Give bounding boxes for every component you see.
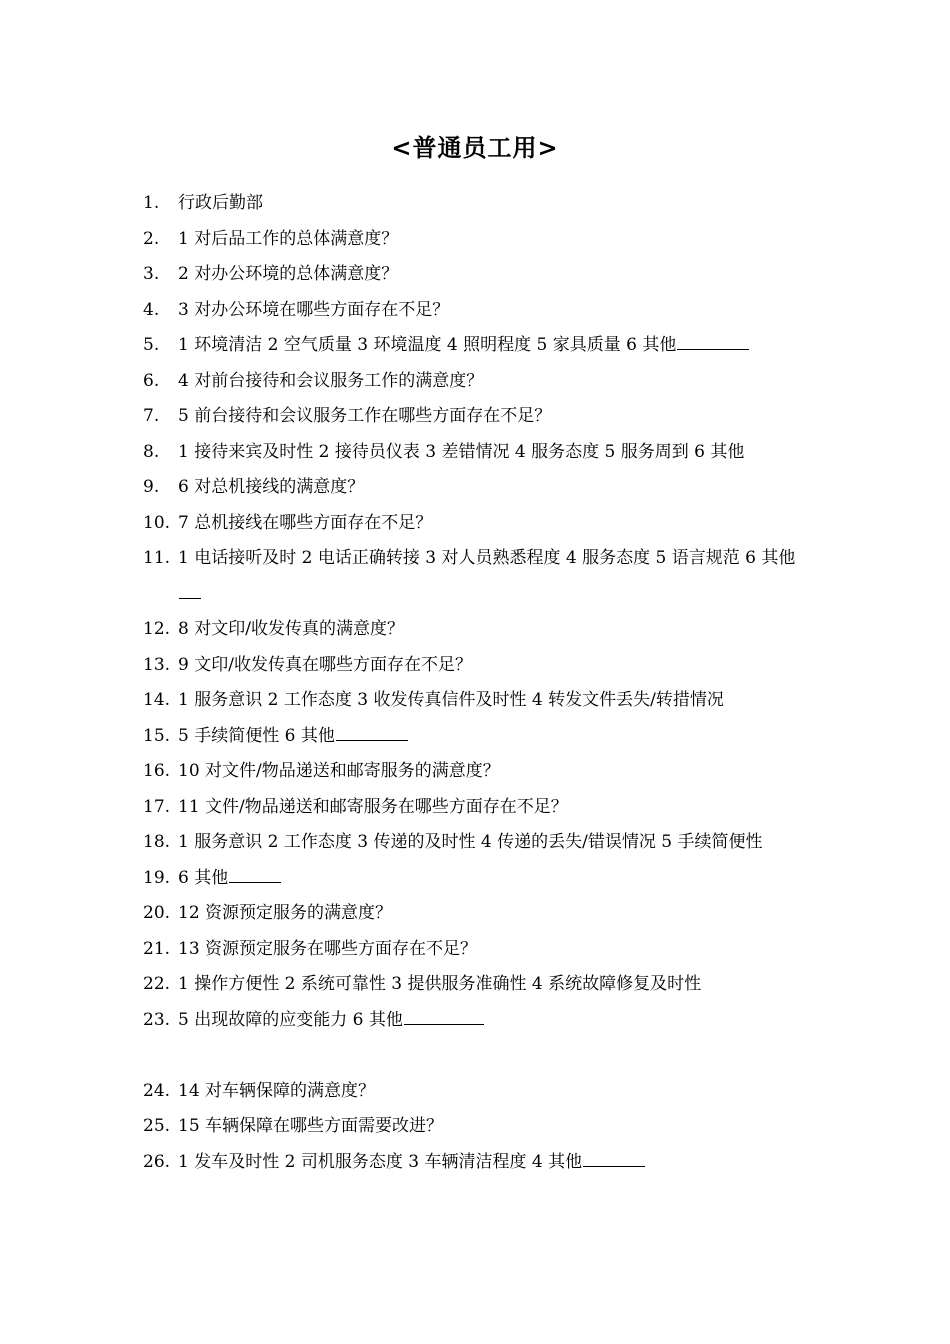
- item-number: 14.: [143, 690, 171, 710]
- item-text-wrap: [178, 648, 813, 684]
- list-item: [143, 932, 813, 968]
- item-text-wrap: [178, 364, 813, 400]
- item-number: 7.: [143, 406, 160, 426]
- answer-blank[interactable]: [583, 1149, 645, 1167]
- item-text: 1 接待来宾及时性 2 接待员仪表 3 差错情况 4 服务态度 5 服务周到 6 其他: [178, 441, 745, 462]
- list-item: [143, 328, 813, 364]
- item-number: 6.: [143, 370, 160, 391]
- list-item: [143, 648, 813, 684]
- document-title: <普通员工用>: [391, 133, 559, 162]
- item-text-wrap: [178, 293, 813, 329]
- item-text: 行政后勤部: [178, 193, 263, 213]
- item-text-wrap: [178, 470, 813, 506]
- list-item: [143, 719, 813, 755]
- item-text: 14 对车辆保障的满意度？: [178, 1080, 376, 1101]
- item-text-wrap: [178, 1145, 813, 1181]
- item-text-wrap: [178, 222, 813, 258]
- answer-blank[interactable]: [404, 1007, 484, 1025]
- item-number: 9.: [143, 477, 160, 497]
- list-item: [143, 896, 813, 932]
- item-text: 1 服务意识 2 工作态度 3 传递的及时性 4 传递的丢失/错误情况 5 手续简便性: [178, 832, 763, 852]
- item-number: 23.: [143, 1009, 171, 1030]
- item-text-wrap: [178, 1074, 813, 1110]
- item-text: 2 对办公环境的总体满意度？: [178, 264, 399, 284]
- list-item: [143, 967, 813, 1003]
- list-item: [143, 825, 813, 861]
- item-text-wrap: [178, 896, 813, 932]
- item-text: 3 对办公环境在哪些方面存在不足？: [178, 299, 450, 320]
- answer-blank[interactable]: [336, 723, 408, 741]
- question-list: [143, 186, 813, 1180]
- list-item: [143, 1109, 813, 1145]
- item-text-wrap: [178, 612, 813, 648]
- item-number: 4.: [143, 299, 160, 320]
- answer-blank[interactable]: [229, 865, 281, 883]
- item-text: 6 对总机接线的满意度？: [178, 477, 365, 497]
- item-number: 13.: [143, 654, 171, 675]
- list-item: [143, 790, 813, 826]
- item-text: 11 文件/物品递送和邮寄服务在哪些方面存在不足？: [178, 796, 568, 817]
- item-text-wrap: [178, 435, 813, 471]
- item-text: 1 发车及时性 2 司机服务态度 3 车辆清洁程度 4 其他: [178, 1151, 583, 1172]
- list-item: [143, 683, 813, 719]
- list-item: [143, 186, 813, 222]
- item-text-wrap: [178, 541, 813, 612]
- item-text-wrap: [178, 719, 813, 755]
- item-number: 18.: [143, 832, 171, 852]
- item-text: 1 环境清洁 2 空气质量 3 环境温度 4 照明程度 5 家具质量 6 其他: [178, 335, 677, 355]
- list-item: [143, 399, 813, 435]
- item-text: 10 对文件/物品递送和邮寄服务的满意度？: [178, 761, 500, 781]
- list-item: [143, 612, 813, 648]
- item-text: 9 文印/收发传真在哪些方面存在不足？: [178, 654, 472, 675]
- item-number: 12.: [143, 619, 171, 639]
- item-text: 1 操作方便性 2 系统可靠性 3 提供服务准确性 4 系统故障修复及时性: [178, 974, 702, 994]
- list-item: [143, 364, 813, 400]
- item-number: 25.: [143, 1116, 171, 1136]
- item-text-wrap: [178, 754, 813, 790]
- item-number: 11.: [143, 548, 171, 568]
- blank-line: [143, 1038, 813, 1074]
- item-number: 22.: [143, 974, 171, 994]
- list-item: [143, 506, 813, 542]
- item-text: 6 其他: [178, 867, 229, 888]
- item-text: 5 出现故障的应变能力 6 其他: [178, 1009, 403, 1030]
- item-text: 1 电话接听及时 2 电话正确转接 3 对人员熟悉程度 4 服务态度 5 语言规范 6 其他: [178, 548, 796, 568]
- item-text-wrap: [178, 790, 813, 826]
- item-number: 2.: [143, 228, 160, 249]
- list-item: [143, 470, 813, 506]
- list-item: [143, 293, 813, 329]
- list-item: [143, 754, 813, 790]
- item-text: 8 对文印/收发传真的满意度？: [178, 619, 404, 639]
- answer-blank[interactable]: [677, 332, 749, 350]
- item-text-wrap: [178, 1109, 813, 1145]
- item-text-wrap: [178, 932, 813, 968]
- item-text: 7 总机接线在哪些方面存在不足？: [178, 512, 433, 533]
- item-text-wrap: [178, 328, 813, 364]
- item-text: 1 服务意识 2 工作态度 3 收发传真信件及时性 4 转发文件丢失/转措情况: [178, 690, 724, 710]
- item-text: 4 对前台接待和会议服务工作的满意度？: [178, 370, 484, 391]
- item-text-wrap: [178, 186, 813, 222]
- item-text: 12 资源预定服务的满意度？: [178, 903, 393, 923]
- list-item: [143, 1145, 813, 1181]
- item-number: 10.: [143, 512, 171, 533]
- item-number: 8.: [143, 441, 160, 462]
- list-item: [143, 861, 813, 897]
- item-number: 15.: [143, 725, 171, 746]
- list-item: [143, 435, 813, 471]
- item-text: 5 前台接待和会议服务工作在哪些方面存在不足？: [178, 406, 552, 426]
- item-text: 13 资源预定服务在哪些方面存在不足？: [178, 938, 478, 959]
- item-number: 24.: [143, 1080, 171, 1101]
- item-number: 1.: [143, 193, 160, 213]
- item-text-wrap: [178, 399, 813, 435]
- item-text: 5 手续简便性 6 其他: [178, 725, 335, 746]
- item-text-wrap: [178, 257, 813, 293]
- item-number: 26.: [143, 1151, 171, 1172]
- item-text-wrap: [178, 683, 813, 719]
- item-number: 21.: [143, 938, 171, 959]
- answer-blank[interactable]: [179, 581, 201, 599]
- item-text: 1 对后品工作的总体满意度？: [178, 228, 399, 249]
- item-number: 20.: [143, 903, 171, 923]
- list-item: [143, 257, 813, 293]
- list-item: [143, 1074, 813, 1110]
- item-text-wrap: [178, 1003, 813, 1039]
- item-text: 15 车辆保障在哪些方面需要改进？: [178, 1116, 444, 1136]
- item-text-wrap: [178, 861, 813, 897]
- list-item: [143, 541, 813, 612]
- item-number: 16.: [143, 761, 171, 781]
- item-number: 3.: [143, 264, 160, 284]
- list-item: [143, 1003, 813, 1039]
- item-number: 17.: [143, 796, 171, 817]
- item-text-wrap: [178, 506, 813, 542]
- item-text-wrap: [178, 967, 813, 1003]
- list-item: [143, 222, 813, 258]
- item-text-wrap: [178, 825, 813, 861]
- item-number: 5.: [143, 335, 160, 355]
- item-number: 19.: [143, 867, 171, 888]
